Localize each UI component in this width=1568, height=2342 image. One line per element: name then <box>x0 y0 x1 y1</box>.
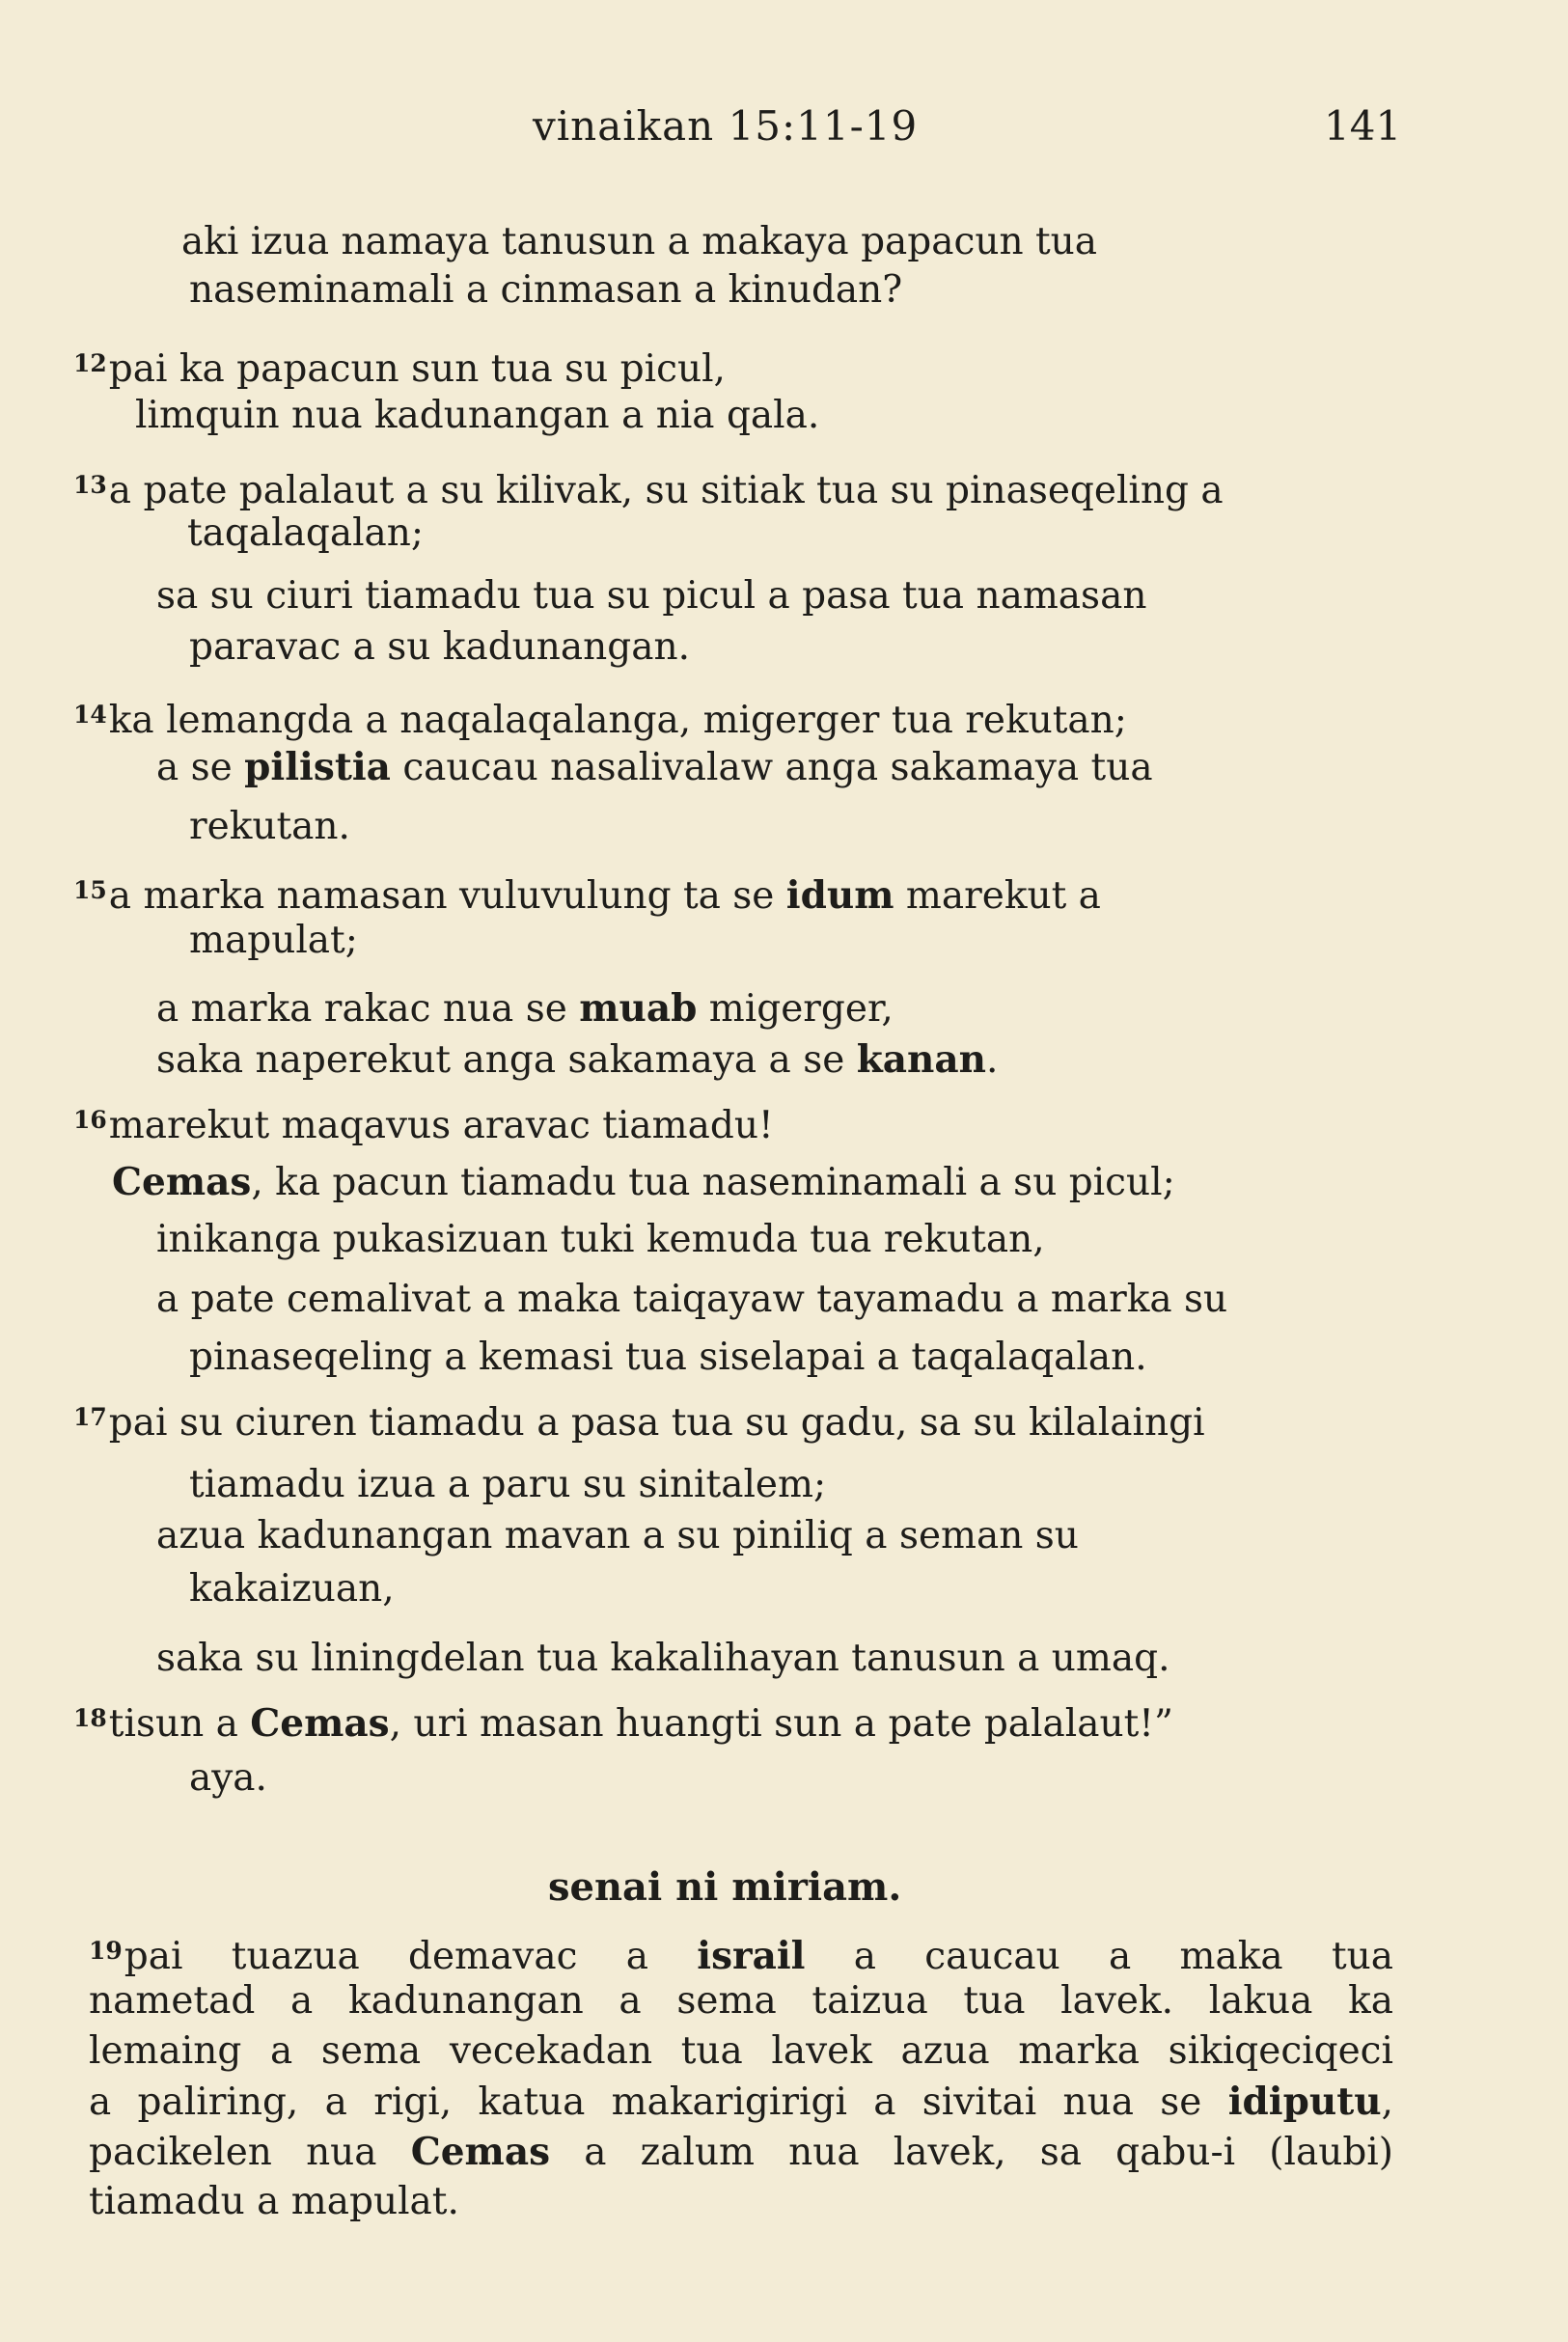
line-text: a zalum nua lavek, sa qabu-i (laubi) <box>550 2131 1393 2174</box>
running-title: vinaikan 15:11-19 <box>533 102 919 150</box>
line-text: paravac a su kadunangan. <box>189 625 690 669</box>
bold-term: Cemas <box>112 1160 252 1204</box>
poem-line <box>156 1035 998 1085</box>
poem-line <box>156 1512 1079 1560</box>
poem-line <box>135 392 819 440</box>
line-text: inikanga pukasizuan tuki kemuda tua rekutan, <box>156 1218 1045 1261</box>
line-text: tiamadu a mapulat. <box>89 2180 459 2223</box>
poem-line <box>189 1754 267 1803</box>
verse-number: 13 <box>73 471 107 499</box>
verse-number: 19 <box>89 1937 123 1965</box>
poem-line <box>156 743 1153 792</box>
bold-term: pilistia <box>244 745 391 789</box>
line-text: a caucau a maka tua <box>805 1935 1393 1978</box>
page-number: 141 <box>1324 102 1402 150</box>
verse-number: 18 <box>73 1704 107 1732</box>
prose-line <box>89 1926 1393 1976</box>
verse-number: 16 <box>73 1106 107 1134</box>
line-text: pai tuazua demavac a <box>124 1935 698 1978</box>
line-text: nametad a kadunangan a sema taizua tua lavek. lakua ka <box>89 1979 1393 2023</box>
line-text: rekutan. <box>189 805 350 848</box>
poem-line <box>189 803 350 851</box>
prose-line <box>89 1976 1393 2026</box>
bold-term: muab <box>579 986 698 1031</box>
poem-line <box>73 340 726 394</box>
line-text: , ka pacun tiamadu tua naseminamali a su picul; <box>251 1161 1175 1204</box>
line-text: migerger, <box>697 987 894 1031</box>
poem-line <box>189 623 690 672</box>
line-text: saka su liningdelan tua kakalihayan tanusun a umaq. <box>156 1637 1170 1680</box>
poem-line <box>187 510 424 558</box>
poem-line <box>156 1276 1227 1324</box>
verse-number: 14 <box>73 701 107 729</box>
line-text: pinaseqeling a kemasi tua siselapai a taqalaqalan. <box>189 1336 1147 1379</box>
bold-term: Cemas <box>410 2130 551 2174</box>
verse-number: 12 <box>73 349 107 377</box>
line-text: a marka rakac nua se <box>156 987 580 1031</box>
prose-line <box>89 2127 1393 2177</box>
prose-line <box>89 2177 1393 2227</box>
line-text: azua kadunangan mavan a su piniliq a seman su <box>156 1514 1079 1557</box>
line-text: mapulat; <box>189 919 358 962</box>
poem-line <box>73 867 1101 921</box>
line-text: taqalaqalan; <box>187 511 425 555</box>
poem-line <box>112 1158 1175 1207</box>
line-text: saka naperekut anga sakamaya a se <box>156 1038 857 1082</box>
bold-term: idiputu <box>1227 2080 1382 2124</box>
poem-line <box>189 917 358 965</box>
line-text: . <box>985 1038 999 1082</box>
line-text: tisun a <box>108 1702 251 1746</box>
poem-line <box>73 691 1127 745</box>
line-text: lemaing a sema vecekadan tua lavek azua marka sikiqeciqeci <box>89 2029 1393 2073</box>
prose-paragraph <box>89 1926 1393 2227</box>
prose-line <box>89 2077 1393 2127</box>
poem-line <box>156 572 1146 620</box>
line-text: sa su ciuri tiamadu tua su picul a pasa tua namasan <box>156 574 1147 618</box>
poem-line <box>189 266 902 315</box>
poem-line <box>156 1635 1169 1683</box>
line-text: tiamadu izua a paru su sinitalem; <box>189 1463 827 1506</box>
line-text: marekut maqavus aravac tiamadu! <box>108 1104 774 1147</box>
line-text: a pate cemalivat a maka taiqayaw tayamadu a marka su <box>156 1278 1228 1321</box>
line-text: aki izua namaya tanusun a makaya papacun tua <box>181 220 1098 263</box>
line-text: pacikelen nua <box>89 2131 411 2174</box>
poem-line <box>156 1216 1045 1264</box>
line-text: limquin nua kadunangan a nia qala. <box>135 394 820 437</box>
line-text: a marka namasan vuluvulung ta se <box>108 874 786 918</box>
line-text: ka lemangda a naqalaqalanga, migerger tua rekutan; <box>108 699 1127 742</box>
page-header <box>0 102 1568 160</box>
line-text: pai ka papacun sun tua su picul, <box>108 347 726 391</box>
poem-line <box>189 1461 826 1509</box>
verse-number: 17 <box>73 1403 107 1431</box>
poem-line <box>73 1695 1173 1749</box>
poem-line <box>73 461 1224 515</box>
poem-line <box>73 1096 774 1150</box>
bold-term: israil <box>697 1934 806 1978</box>
verse-number: 15 <box>73 876 107 904</box>
poem-line <box>189 1334 1147 1382</box>
line-text: kakaizuan, <box>189 1567 395 1611</box>
line-text: a se <box>156 746 245 789</box>
bold-term: Cemas <box>250 1701 390 1746</box>
line-text: , uri masan huangti sun a pate palalaut!” <box>389 1702 1173 1746</box>
line-text: a paliring, a rigi, katua makarigirigi a sivitai nua se <box>89 2080 1228 2124</box>
line-text: caucau nasalivalaw anga sakamaya tua <box>390 746 1153 789</box>
poem-line <box>73 1393 1205 1447</box>
prose-line <box>89 2026 1393 2077</box>
line-text: aya. <box>189 1756 267 1800</box>
bold-term: idum <box>785 873 894 918</box>
line-text: naseminamali a cinmasan a kinudan? <box>189 268 903 312</box>
line-text: a pate palalaut a su kilivak, su sitiak tua su pinaseqeling a <box>108 469 1224 512</box>
poem-line <box>156 984 894 1033</box>
poem-line <box>181 218 1097 266</box>
line-text: pai su ciuren tiamadu a pasa tua su gadu, sa su kilalaingi <box>108 1401 1205 1445</box>
line-text: , <box>1381 2080 1393 2124</box>
bold-term: kanan <box>856 1037 986 1082</box>
poem-line <box>189 1565 395 1613</box>
line-text: marekut a <box>894 874 1101 918</box>
section-heading: senai ni miriam. <box>548 1864 902 1910</box>
